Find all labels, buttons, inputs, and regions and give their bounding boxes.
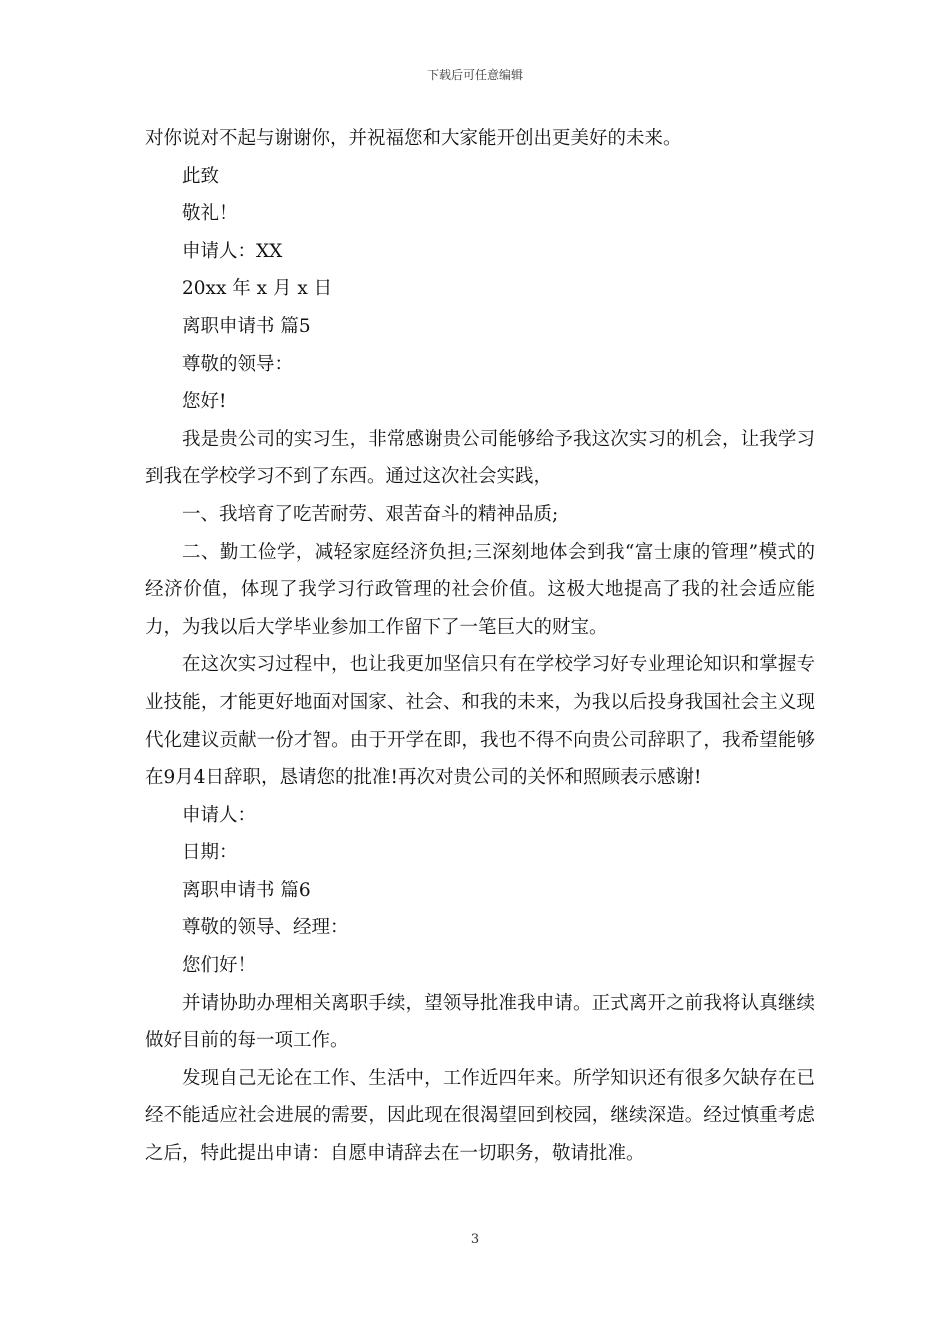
greeting-addressee: 尊敬的领导、经理： [182,917,349,939]
page-header: 下载后可任意编辑 [426,68,523,82]
applicant-line: 申请人：XX [182,240,283,262]
salutation-closing: 此致 [182,165,220,187]
greeting-hello: 您好! [182,391,227,413]
date-line: 20xx 年 x 月 x 日 [182,278,333,300]
body-paragraph: 并请协助办理相关离职手续，望领导批准我申请。正式离开之前我将认真继续做好目前的每一项工作。 [145,992,815,1052]
page-number: 3 [470,1232,480,1247]
body-paragraph: 发现自己无论在工作、生活中，工作近四年来。所学知识还有很多欠缺存在已经不能适应社会进展的需要，因此现在很渴望回到校园，继续深造。经过慎重考虑之后，特此提出申请：自愿申请辞去在一切职务，敬请批准。 [145,1067,815,1165]
closing-sentence: 对你说对不起与谢谢你，并祝福您和大家能开创出更美好的未来。 [145,128,682,149]
date-line: 日期： [182,842,238,864]
greeting-addressee: 尊敬的领导： [182,353,294,375]
section-title-6: 离职申请书 篇6 [182,879,311,901]
body-paragraph: 我是贵公司的实习生，非常感谢贵公司能够给予我这次实习的机会，让我学习到我在学校学习不到了东西。通过这次社会实践， [145,428,815,488]
section-title-5: 离职申请书 篇5 [182,315,311,337]
greeting-hello: 您们好！ [182,955,257,977]
body-paragraph: 二、勤工俭学，减轻家庭经济负担;三深刻地体会到我“富士康的管理”模式的经济价值，体现了我学习行政管理的社会价值。这极大地提高了我的社会适应能力，为我以后大学毕业参加工作留下了一笔巨大的财宝。 [145,541,815,638]
regards: 敬礼！ [182,203,238,225]
applicant-line: 申请人： [182,804,257,826]
body-paragraph: 在这次实习过程中，也让我更加坚信只有在学校学习好专业理论知识和掌握专业技能，才能更好地面对国家、社会、和我的未来，为我以后投身我国社会主义现代化建议贡献一份才智。由于开学在即，我也不得不向贵公司辞职了，我希望能够在9月4日辞职，恳请您的批准!再次对贵公司的关怀和照顾表示感谢! [145,654,815,789]
document-body [145,120,815,1173]
body-paragraph: 一、我培育了吃苦耐劳、艰苦奋斗的精神品质; [182,503,559,525]
